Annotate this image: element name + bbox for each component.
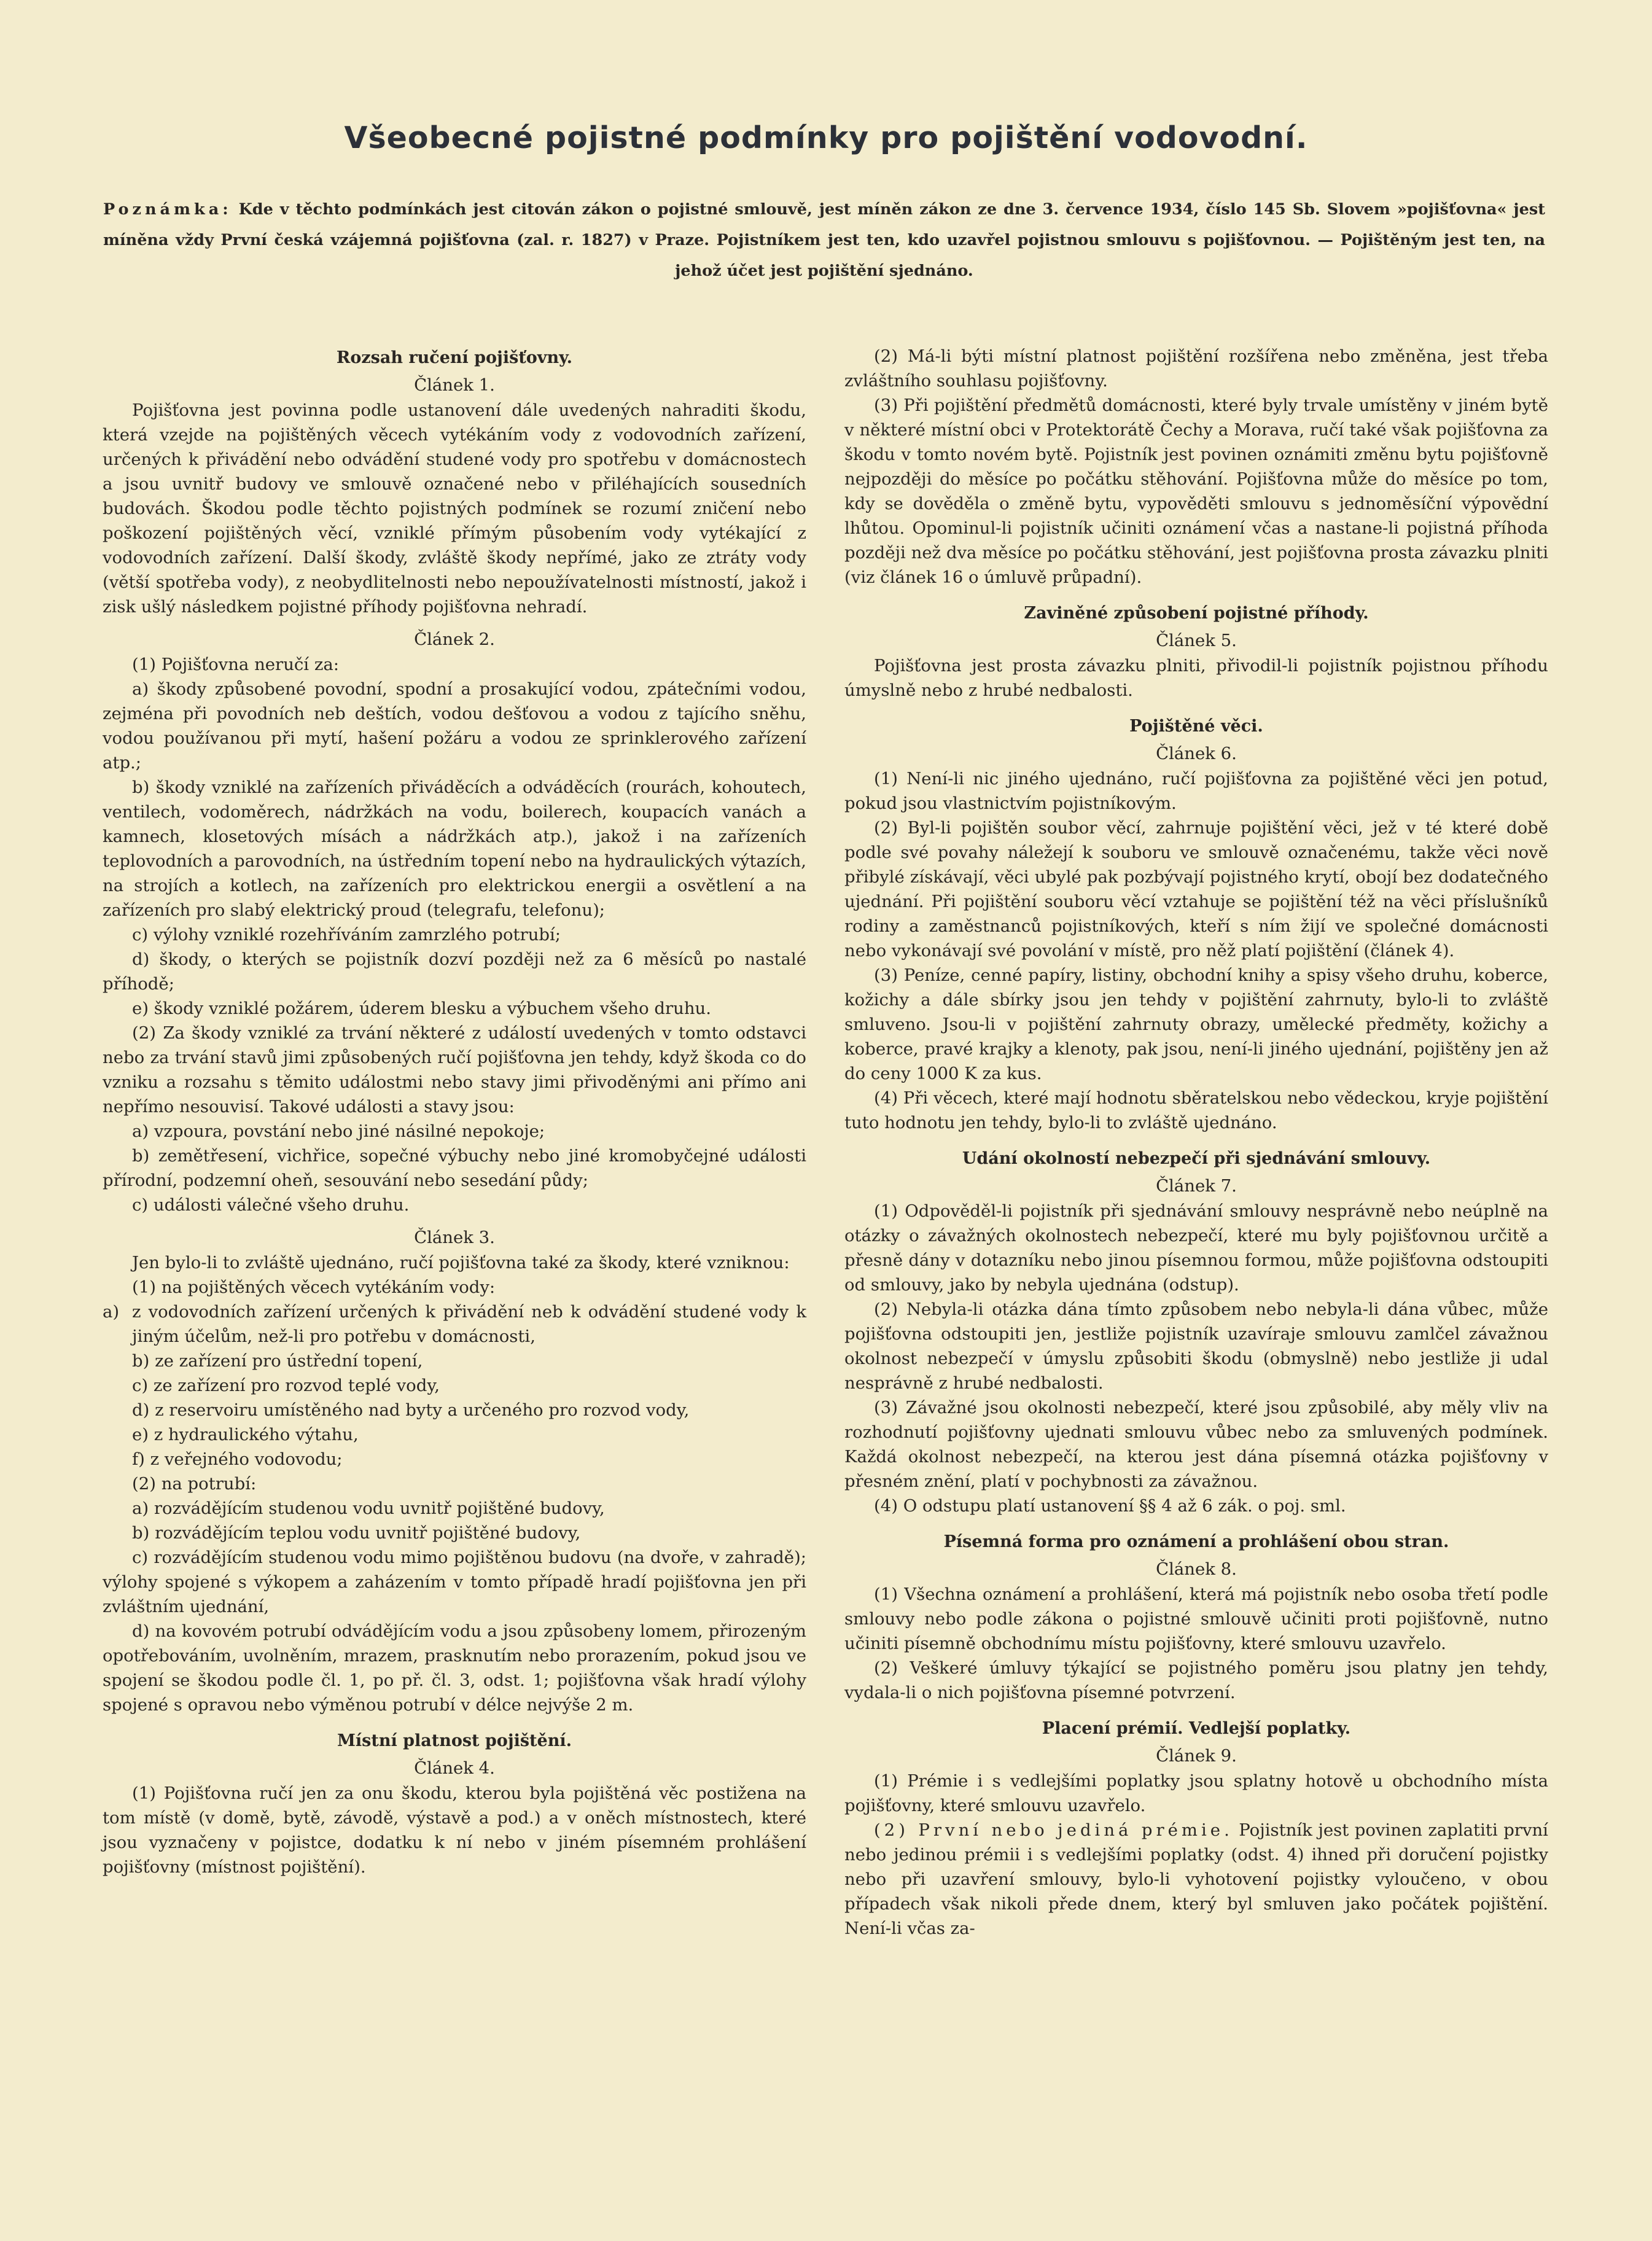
article-title: Článek 1.: [414, 375, 495, 395]
paragraph: (1) Pojišťovna neručí za:: [132, 655, 339, 674]
paragraph: Pojišťovna jest prosta závazku plniti, přivodil-li pojistník pojistnou příhodu úmyslně nebo z hrubé nedbalosti.: [844, 656, 1548, 700]
article-title: Článek 9.: [1156, 1746, 1237, 1766]
list-item: f) z veřejného vodovodu;: [132, 1449, 343, 1469]
article-title: Článek 5.: [1156, 631, 1237, 650]
list-item: b) rozvádějícím teplou vodu uvnitř pojištěné budovy,: [132, 1523, 581, 1543]
paragraph: (2) Za škody vzniklé za trvání některé z událostí uvedených v tomto odstavci nebo za trvání stavů jimi způsobených ručí pojišťovna jen tehdy, když škoda co do vzniku a rozsahu s těmito událostmi nebo stavy jimi přivoděnými ani přímo ani nepřímo nesouvisí. Takové události a stavy jsou:: [103, 1023, 806, 1117]
list-item: a) škody způsobené povodní, spodní a prosakující vodou, zpátečními vodou, zejména při povodních neb deštích, vodou dešťovou a vodou z tajícího sněhu, vodou používanou při mytí, hašení požáru a vodou ze sprinklerového zařízení atp.;: [103, 679, 806, 773]
list-item-text: z vodovodních zařízení určených k přivádění neb k odvádění studené vody k jiným účelům, než-li pro potřebu v domácnosti,: [132, 1302, 806, 1346]
article-title: Článek 2.: [414, 629, 495, 649]
list-item: e) z hydraulického výtahu,: [132, 1425, 359, 1444]
paragraph: (3) Při pojištění předmětů domácnosti, které byly trvale umístěny v jiném bytě v některé místní obci v Protektorátě Čechy a Morava, ručí také však pojišťovna za škodu v tomto novém bytě. Pojistník jest povinen oznámiti změnu bytu pojišťovně nejpozději do měsíce po počátku stěhování. Pojišťovna může do měsíce po tom, kdy se dověděla o změně bytu, vypověděti smlouvu s jednoměsíční výpovědní lhůtou. Opominul-li pojistník učiniti oznámení včas a nastane-li pojistná příhoda později než dva měsíce po počátku stěhování, jest pojišťovna prosta závazku plniti (viz článek 16 o úmluvě průpadní).: [844, 396, 1548, 587]
section-heading: Rozsah ručení pojišťovny.: [336, 348, 573, 367]
list-item: c) výlohy vzniklé rozehříváním zamrzlého potrubí;: [132, 925, 561, 945]
paragraph: (3) Závažné jsou okolnosti nebezpečí, které jsou způsobilé, aby měly vliv na rozhodnutí pojišťovny ujednati smlouvu vůbec nebo za smluvených podmínek. Každá okolnost nebezpečí, na kterou jest dána písemná otázka pojišťovny v přesném znění, platí v pochybnosti za závažnou.: [844, 1398, 1548, 1491]
list-item: a) vzpoura, povstání nebo jiné násilné nepokoje;: [132, 1121, 545, 1141]
list-item: d) na kovovém potrubí odvádějícím vodu a jsou způsobeny lomem, přirozeným opotřebováním, uvolněním, mrazem, prasknutím nebo prorazením, pokud jsou ve spojení se škodou podle čl. 1, po př. čl. 3, odst. 1; pojišťovna však hradí výlohy spojené s opravou nebo výměnou potrubí v délce nejvýše 2 m.: [103, 1621, 806, 1715]
list-item: d) z reservoiru umístěného nad byty a určeného pro rozvod vody,: [132, 1400, 690, 1420]
paragraph: (1) Pojišťovna ručí jen za onu škodu, kterou byla pojištěná věc postižena na tom místě (v domě, bytě, závodě, výstavě a pod.) a v oněch místnostech, které jsou vyznačeny v pojistce, dodatku k ní nebo v jiném písemném prohlášení pojišťovny (místnost pojištění).: [103, 1783, 806, 1877]
paragraph: Pojišťovna jest povinna podle ustanovení dále uvedených nahraditi škodu, která vzejde na pojištěných věcech vytékáním vody z vodovodních zařízení, určených k přivádění nebo odvádění studené vody pro spotřebu v domácnostech a jsou uvnitř budovy ve smlouvě označené nebo v přiléhajících sousedních budovách. Škodou podle těchto pojistných podmínek se rozumí zničení nebo poškození pojištěných věcí, vzniklé přímým působením vody vytékající z vodovodních zařízení. Další škody, zvláště škody nepřímé, jako ze ztráty vody (větší spotřeba vody), z neobydlitelnosti nebo nepoužívatelnosti místností, jakož i zisk ušlý následkem pojistné příhody pojišťovna nehradí.: [103, 400, 806, 617]
paragraph: (2) Má-li býti místní platnost pojištění rozšířena nebo změněna, jest třeba zvláštního souhlasu pojišťovny.: [844, 346, 1548, 391]
paragraph: (1) Odpověděl-li pojistník při sjednávání smlouvy nesprávně nebo neúplně na otázky o závažných okolnostech nebezpečí, které mu byly pojišťovnou určitě a přesně dány v dotazníku nebo jinou písemnou formou, může pojišťovna odstoupiti od smlouvy, jako by nebyla ujednána (odstup).: [844, 1201, 1548, 1295]
section-heading: Písemná forma pro oznámení a prohlášení obou stran.: [943, 1532, 1449, 1551]
paragraph: (3) Peníze, cenné papíry, listiny, obchodní knihy a spisy všeho druhu, koberce, kožichy a dále sbírky jsou jen tehdy v pojištění zahrnuty, bylo-li to zvláště smluveno. Jsou-li v pojištění zahrnuty obrazy, umělecké předměty, kožichy a koberce, pravé krajky a klenoty, pak jsou, není-li jiného ujednání, pojištěny jen až do ceny 1000 K za kus.: [844, 965, 1548, 1083]
document-title: Všeobecné pojistné podmínky pro pojištění vodovodní.: [344, 120, 1308, 155]
section-heading: Udání okolností nebezpečí při sjednávání smlouvy.: [962, 1149, 1431, 1168]
paragraph: (2) Nebyla-li otázka dána tímto způsobem nebo nebyla-li dána vůbec, může pojišťovna odstoupiti jen, jestliže pojistník uzavíraje smlouvu zamlčel závažnou okolnost nebezpečí v úmyslu způsobiti škodu (obmyslně) nebo jestliže ji udal nesprávně z hrubé nedbalosti.: [844, 1300, 1548, 1393]
paragraph: (1) Není-li nic jiného ujednáno, ručí pojišťovna za pojištěné věci jen potud, pokud jsou vlastnictvím pojistníkovým.: [844, 769, 1548, 813]
paragraph: (4) Při věcech, které mají hodnotu sběratelskou nebo vědeckou, kryje pojištění tuto hodnotu jen tehdy, bylo-li to zvláště ujednáno.: [844, 1088, 1548, 1132]
section-heading: Místní platnost pojištění.: [337, 1731, 572, 1750]
list-item: (1) na pojištěných věcech vytékáním vody:: [132, 1277, 496, 1297]
right-column: [844, 344, 1548, 1941]
section-heading: Pojištěné věci.: [1129, 717, 1263, 736]
list-item: c) rozvádějícím studenou vodu mimo pojištěnou budovu (na dvoře, v zahradě); výlohy spojené s výkopem a zaházením v tomto případě hradí pojišťovna jen při zvláštním ujednání,: [103, 1548, 806, 1616]
paragraph: [844, 1818, 1548, 1941]
paragraph: (1) Prémie i s vedlejšími poplatky jsou splatny hotově u obchodního místa pojišťovny, které smlouvu uzavřelo.: [844, 1771, 1548, 1815]
paragraph: (2) Veškeré úmluvy týkající se pojistného poměru jsou platny jen tehdy, vydala-li o nich pojišťovna písemné potvrzení.: [844, 1658, 1548, 1702]
list-item: a) rozvádějícím studenou vodu uvnitř pojištěné budovy,: [132, 1499, 605, 1518]
list-item: b) zemětřesení, vichřice, sopečné výbuchy nebo jiné kromobyčejné události přírodní, podzemní oheň, sesouvání nebo sesedání půdy;: [103, 1146, 806, 1190]
article-title: Článek 6.: [1156, 744, 1237, 763]
article-title: Článek 3.: [414, 1228, 495, 1247]
left-column: [103, 344, 806, 1879]
section-heading: Zaviněné způsobení pojistné příhody.: [1024, 604, 1369, 623]
article-title: Článek 4.: [414, 1758, 495, 1778]
note-label: Poznámka:: [103, 200, 232, 219]
list-item: (2) na potrubí:: [132, 1474, 257, 1494]
list-marker: a): [103, 1302, 120, 1322]
paragraph: (1) Všechna oznámení a prohlášení, která má pojistník nebo osoba třetí podle smlouvy nebo podle zákona o pojistné smlouvě učiniti proti pojišťovně, nutno učiniti písemně obchodnímu místu pojišťovny, které smlouvu uzavřelo.: [844, 1584, 1548, 1653]
article-title: Článek 7.: [1156, 1176, 1237, 1196]
list-item: b) ze zařízení pro ústřední topení,: [132, 1351, 423, 1371]
paragraph-lead: (2) První nebo jediná prémie.: [874, 1820, 1233, 1840]
paragraph: (4) O odstupu platí ustanovení §§ 4 až 6 zák. o poj. sml.: [874, 1496, 1346, 1516]
list-item: [103, 1300, 806, 1349]
list-item: d) škody, o kterých se pojistník dozví později než za 6 měsíců po nastalé příhodě;: [103, 949, 806, 994]
list-item: b) škody vzniklé na zařízeních přiváděcích a odváděcích (rourách, kohoutech, ventilech, vodoměrech, nádržkách na vodu, boilerech, koupacích vanách a kamnech, klosetových mísách a nádržkách atp.), jakož i na zařízeních teplovodních a parovodních, na ústředním topení nebo na hydraulických výtazích, na strojích a kotlech, na zařízeních pro elektrickou energii a osvětlení a na zařízeních pro slabý elektrický proud (telegrafu, telefonu);: [103, 778, 806, 920]
paragraph: Jen bylo-li to zvláště ujednáno, ručí pojišťovna také za škody, které vzniknou:: [132, 1253, 790, 1272]
list-item: c) ze zařízení pro rozvod teplé vody,: [132, 1376, 440, 1395]
paragraph-text: Pojistník jest povinen zaplatiti první nebo jedinou prémii i s vedlejšími poplatky (odst. 4) ihned při doručení pojistky nebo při uzavření smlouvy, bylo-li vyhotovení pojistky vyloučeno, v obou případech však nikoli předе dnem, který byl smluven jako počátek pojištění. Není-li včas za-: [844, 1820, 1548, 1938]
paragraph: (2) Byl-li pojištěn soubor věcí, zahrnuje pojištění věci, jež v té které době podle své povahy náležejí k souboru ve smlouvě označenému, takže věci nově přibylé získávají, věci ubylé pak pozbývají pojistného krytí, obojí bez dodatečného ujednání. Při pojištění souboru věcí vztahuje se pojištění též na věci příslušníků rodiny a zaměstnanců pojistníkových, kteří s ním žijí ve společné domácnosti nebo vykonávají své povolání v místě, pro něž platí pojištění (článek 4).: [844, 818, 1548, 961]
section-heading: Placení prémií. Vedlejší poplatky.: [1042, 1719, 1351, 1738]
list-item: c) události válečné všeho druhu.: [132, 1195, 410, 1215]
note-paragraph: [103, 194, 1545, 286]
list-item: e) škody vzniklé požárem, úderem blesku a výbuchem všeho druhu.: [132, 999, 712, 1018]
note-text: Kde v těchto podmínkách jest citován zákon o pojistné smlouvě, jest míněn zákon ze dne 3. července 1934, číslo 145 Sb. Slovem »pojišťovna« jest míněna vždy První česká vzájemná pojišťovna (zal. r. 1827) v Praze. Pojistníkem jest ten, kdo uzavřel pojistnou smlouvu s pojišťovnou. — Pojištěným jest ten, na jehož účet jest pojištění sjednáno.: [103, 200, 1545, 280]
article-title: Článek 8.: [1156, 1559, 1237, 1579]
